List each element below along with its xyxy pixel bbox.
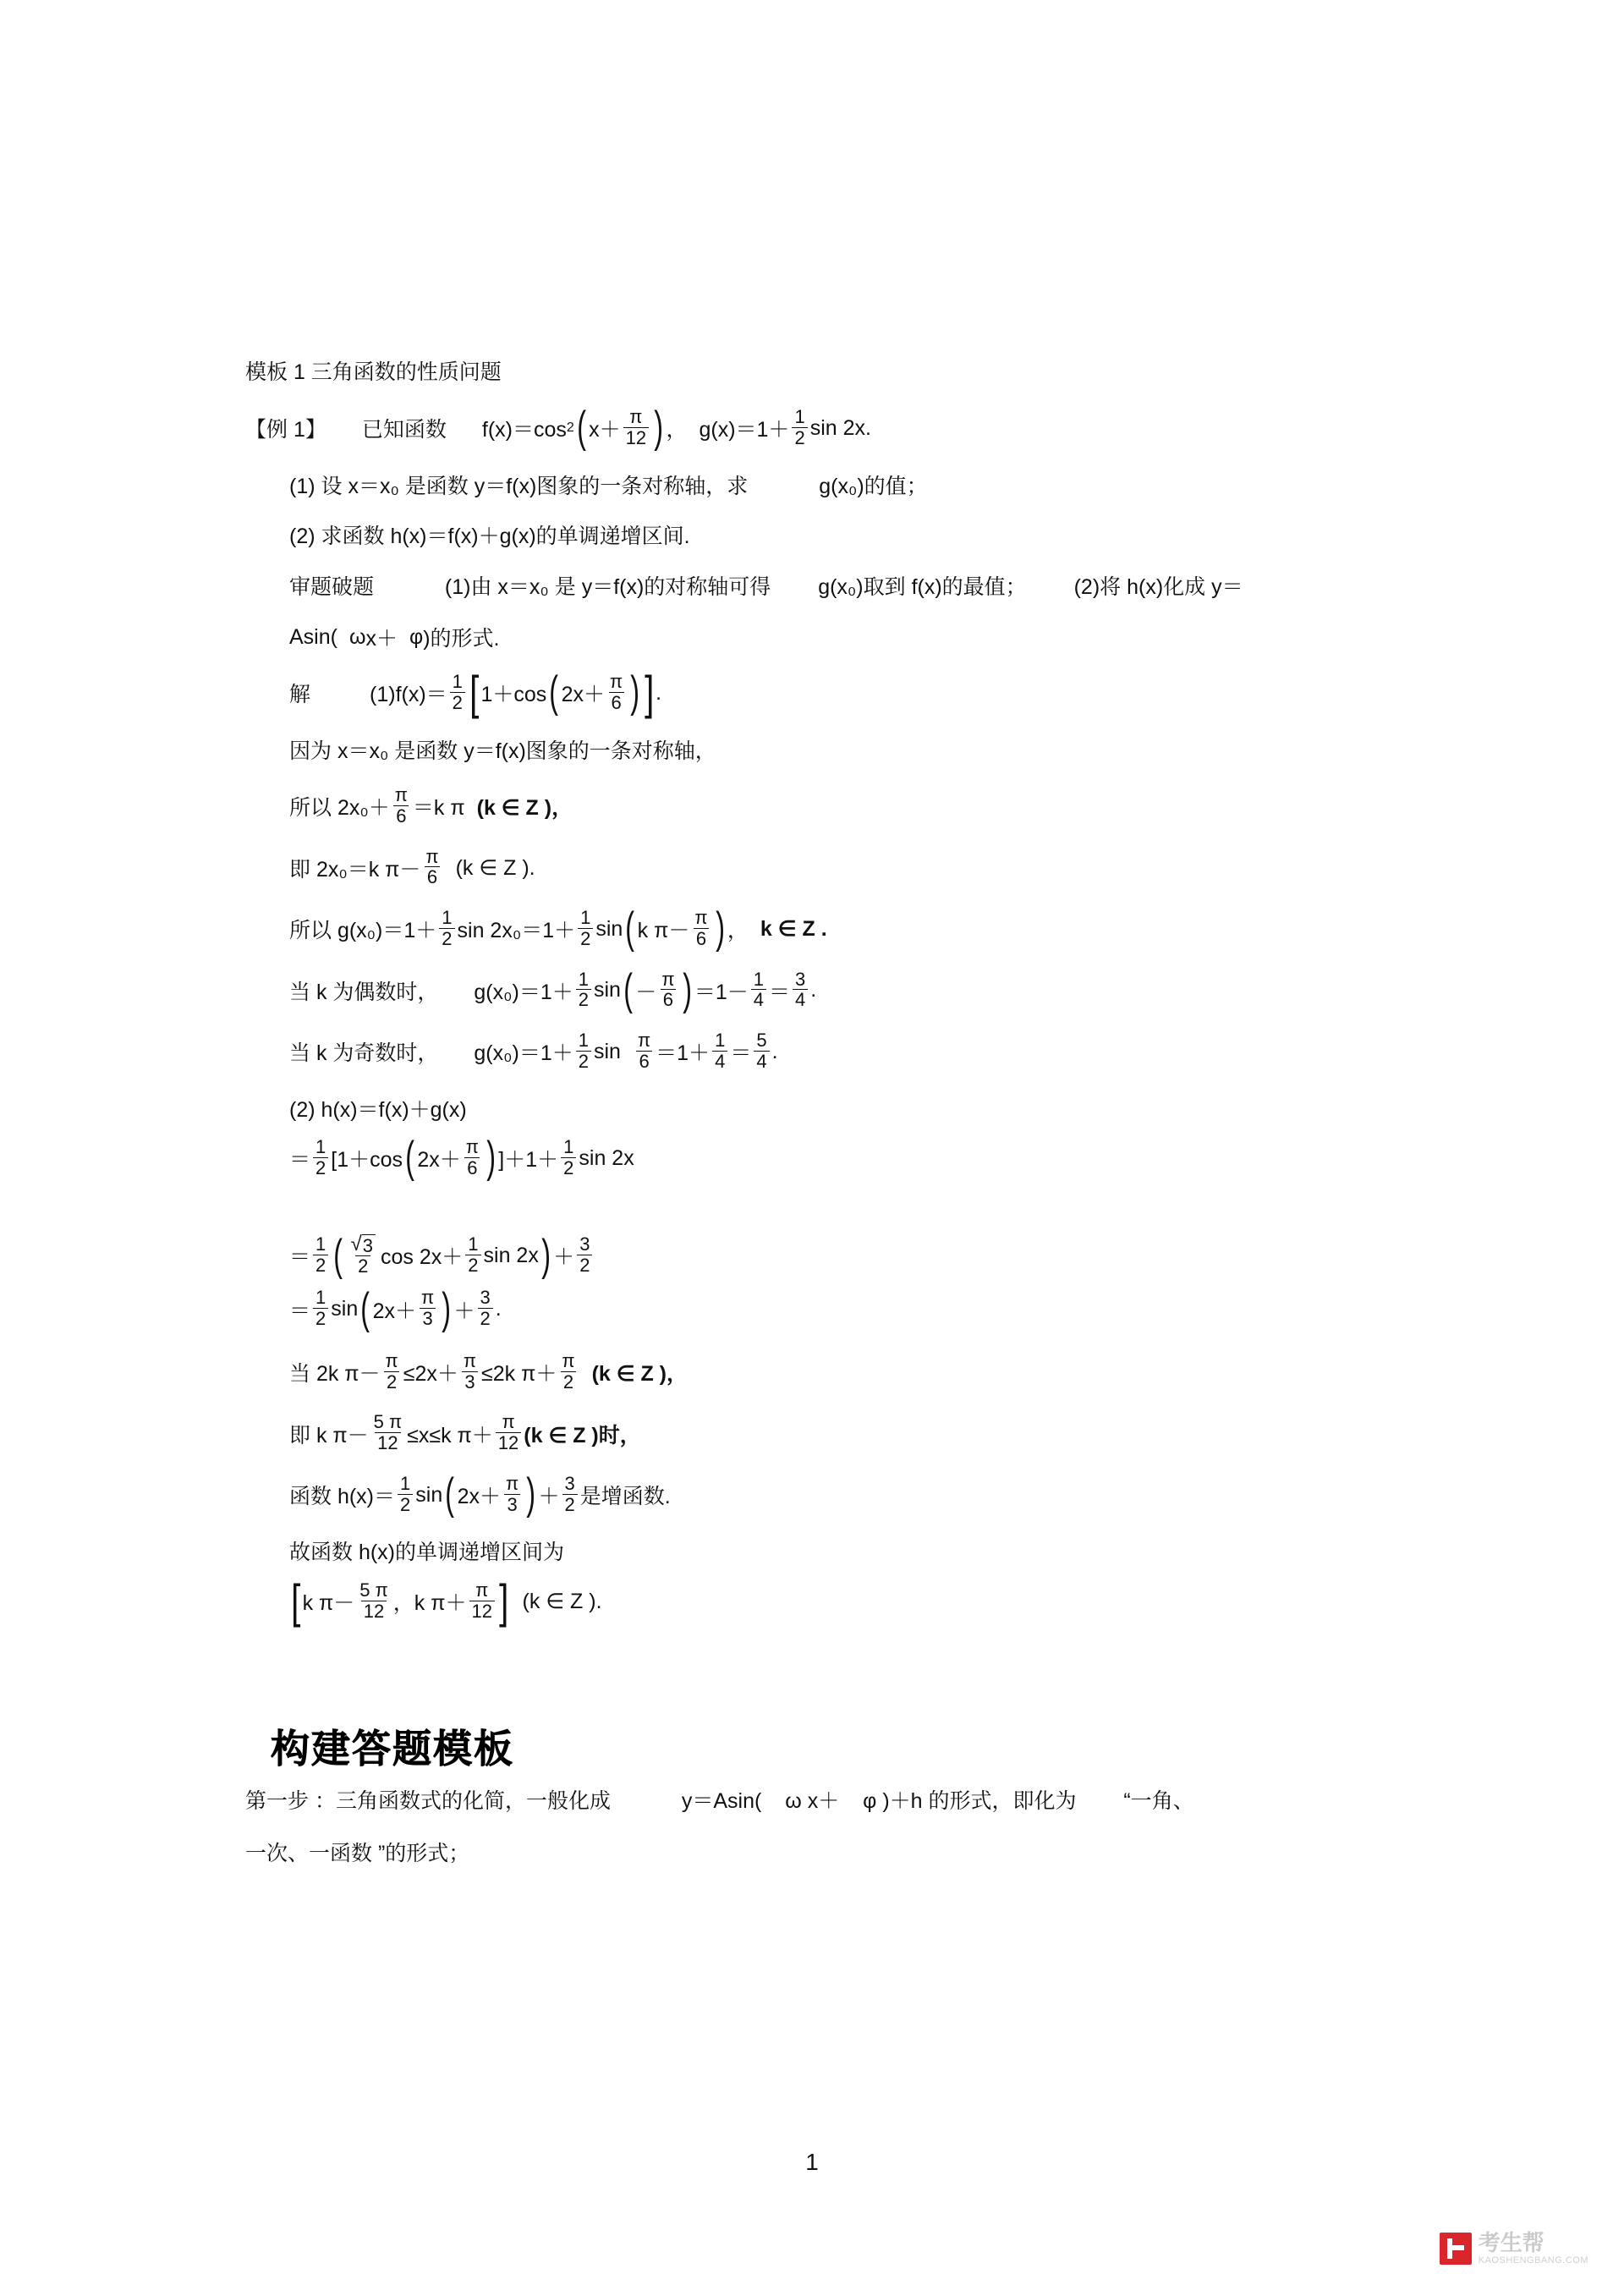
solution-line-6: 当 k 为偶数时， g(x₀)＝1＋ $\frac{1}{2}$ sin ( － $\frac{\pi}{6}$ ) ＝1－ $\frac{1}{4}$ ＝ $\frac{3}{4}$ . [289, 964, 817, 1014]
fraction-one-half: $\frac{1}{2}$ [792, 407, 807, 448]
paren-close: ) [630, 667, 640, 717]
watermark [1440, 2231, 1588, 2266]
paren-open: ( [360, 1283, 370, 1333]
solution-line-10: ＝ $\frac{1}{2}$ ( √ 3 2 cos 2x＋ $\frac{1}{2}$ sin 2x ) ＋ $\frac{3}{2}$ [245, 1235, 1396, 1277]
fraction-three-halves: $\frac{3}{2}$ [577, 1234, 592, 1276]
example-f-arg: x＋ [589, 418, 621, 442]
paren-group: ( k π－ $\frac{\pi}{6}$ ) [625, 904, 725, 953]
fraction-three-quarters: $\frac{3}{4}$ [793, 969, 808, 1011]
solution-line-3: 所以 2x₀＋ $\frac{\pi}{6}$ ＝k π (k ∈ Z )， [289, 784, 573, 827]
fraction-one-half: $\frac{1}{2}$ [561, 1137, 576, 1178]
watermark-subtext: KAOSHENGBANG.COM [1478, 2255, 1588, 2266]
fraction-pi-6: $\frac{\pi}{6}$ [694, 907, 708, 949]
fraction-pi-2: $\frac{\pi}{2}$ [562, 1349, 575, 1392]
fraction-pi-6: $\frac{\pi}{6}$ [661, 968, 675, 1011]
fraction-5pi-12: $\frac{5 \pi}{12}$ [359, 1579, 388, 1622]
fraction-sqrt3-over-2: √ 3 2 [348, 1234, 378, 1277]
bracket-close: ] [644, 665, 654, 719]
example-f-exponent: 2 [566, 420, 574, 436]
template-title: 模板 1 三角函数的性质问题 [245, 360, 502, 384]
paren-open: ( [625, 904, 635, 953]
fraction-one-half: $\frac{1}{2}$ [439, 908, 454, 949]
solution-line-7: 当 k 为奇数时， g(x₀)＝1＋ $\frac{1}{2}$ sin $\frac{\pi}{6}$ ＝1＋ $\frac{1}{4}$ ＝ $\frac{5}{4}$ . [289, 1030, 778, 1072]
solution-line-13: 即 k π－ $\frac{5 \pi}{12}$ ≤x≤k π＋ $\frac{\pi}{12}$ (k ∈ Z )时， [289, 1411, 641, 1454]
fraction-one-half: $\frac{1}{2}$ [576, 1030, 591, 1072]
fraction-one-half: $\frac{1}{2}$ [313, 1288, 328, 1329]
paren-close: ) [486, 1133, 496, 1183]
trailing-dot: . [656, 680, 662, 705]
sqrt-3: √ 3 [351, 1234, 376, 1255]
solution-line-4: 即 2x₀＝k π－ $\frac{\pi}{6}$ (k ∈ Z ). [289, 845, 535, 888]
fraction-three-halves: $\frac{3}{2}$ [562, 1474, 578, 1515]
paren-open: ( [405, 1133, 415, 1183]
fraction-one-quarter: $\frac{1}{4}$ [712, 1030, 727, 1072]
paren-group: ( － $\frac{\pi}{6}$ ) [623, 964, 692, 1014]
example-stem [245, 403, 1396, 453]
paren-group: ( 2x＋ $\frac{\pi}{3}$ ) [445, 1469, 536, 1519]
fraction-one-half: $\frac{1}{2}$ [313, 1137, 328, 1178]
step-1-line-1: 第一步 ：三角函数式的化简，一般化成 y＝Asin( ω x＋ φ )＋h 的形式，即化为 “一角、 [245, 1789, 1194, 1814]
example-g-tail: sin 2x. [809, 415, 871, 440]
paren-close: ) [654, 403, 664, 453]
fraction-pi-6: $\frac{\pi}{6}$ [465, 1136, 479, 1178]
fraction-pi-12: $\frac{\pi}{12}$ [469, 1580, 495, 1622]
example-f: f(x)＝cos [481, 418, 567, 442]
fraction-one-half: $\frac{1}{2}$ [578, 908, 593, 949]
fraction-pi-6: $\frac{\pi}{6}$ [425, 845, 439, 888]
paren-open: ( [445, 1469, 455, 1519]
fraction-pi-12: $\frac{\pi}{12}$ [623, 407, 649, 448]
fraction-one-half: $\frac{1}{2}$ [576, 969, 591, 1011]
fraction-one-half: $\frac{1}{2}$ [398, 1474, 413, 1515]
fraction-one-half: $\frac{1}{2}$ [313, 1234, 328, 1276]
paren-close: ) [526, 1469, 536, 1519]
example-label: 【例 1】 [245, 418, 326, 442]
fraction-one-half: $\frac{1}{2}$ [450, 672, 465, 713]
analysis-line-1: 审题破题 (1)由 x＝x₀ 是 y＝f(x)的对称轴可得 g(x₀)取到 f(x)的最值； (2)将 h(x)化成 y＝ [289, 574, 1243, 599]
fraction-pi-3: $\frac{\pi}{3}$ [420, 1287, 435, 1330]
solution-line-14: 函数 h(x)＝ $\frac{1}{2}$ sin ( 2x＋ $\frac{\pi}{3}$ ) ＋ $\frac{3}{2}$ 是增函数. [289, 1469, 671, 1519]
bracket-open: [ [291, 1574, 301, 1628]
solution-line-5: 所以 g(x₀)＝1＋ $\frac{1}{2}$ sin 2x₀＝1＋ $\frac{1}{2}$ sin ( k π－ $\frac{\pi}{6}$ ) ， k ∈ Z . [289, 904, 827, 953]
bracket-open: [ [469, 665, 480, 719]
fraction-one-half: $\frac{1}{2}$ [465, 1234, 480, 1276]
paren-group: ( 2x＋ $\frac{\pi}{3}$ ) [360, 1283, 452, 1333]
step-1-line-2: 一次、一函数 ”的形式； [245, 1841, 470, 1865]
fraction-pi-3: $\frac{\pi}{3}$ [505, 1472, 519, 1515]
example-f-paren [574, 403, 667, 453]
paren-group: ( √ 3 2 cos 2x＋ $\frac{1}{2}$ sin 2x ) [333, 1230, 551, 1280]
paren-open: ( [333, 1230, 343, 1280]
paren-close: ) [541, 1230, 551, 1280]
fraction-pi-6: $\frac{\pi}{6}$ [610, 671, 623, 713]
solution-line-2: 因为 x＝x₀ 是函数 y＝f(x)图象的一条对称轴， [289, 739, 716, 763]
solution-line-8: (2) h(x)＝f(x)＋g(x) [289, 1097, 467, 1122]
paren-close: ) [442, 1283, 452, 1333]
inner-paren-group: ( 2x＋ $\frac{\pi}{6}$ ) [549, 667, 640, 717]
fraction-pi-6: $\frac{\pi}{6}$ [637, 1030, 651, 1072]
solution-line-11: ＝ $\frac{1}{2}$ sin ( 2x＋ $\frac{\pi}{3}$ ) ＋ $\frac{3}{2}$ . [289, 1283, 502, 1333]
example-stem-pre: 已知函数 [361, 418, 447, 442]
example-g: g(x)＝1＋ [699, 418, 790, 442]
solution-line-16: [ k π－ $\frac{5 \pi}{12}$ ，k π＋ $\frac{\pi}{12}$ ] (k ∈ Z ). [245, 1581, 1396, 1623]
fraction-pi-12: $\frac{\pi}{12}$ [496, 1412, 521, 1453]
fraction-pi-2: $\frac{\pi}{2}$ [385, 1349, 398, 1392]
brand-logo-icon [1440, 2233, 1472, 2265]
bracket-close: ] [499, 1574, 509, 1628]
analysis-line-2: Asin( ω x＋ φ )的形式. [289, 624, 500, 651]
solution-line-15: 故函数 h(x)的单调递增区间为 [289, 1541, 565, 1565]
solution-label: 解 [289, 683, 311, 707]
solution-line-9: ＝ $\frac{1}{2}$ [1＋cos ( 2x＋ $\frac{\pi}{6}$ ) ]＋1＋ $\frac{1}{2}$ sin 2x [289, 1133, 634, 1183]
fraction-pi-3: $\frac{\pi}{3}$ [463, 1349, 477, 1392]
question-1: (1) 设 x＝x₀ 是函数 y＝f(x)图象的一条对称轴，求 g(x₀)的值； [289, 474, 928, 498]
paren-close: ) [682, 964, 692, 1014]
page-number: 1 [805, 2149, 819, 2175]
paren-close: ) [715, 904, 725, 953]
paren-group: ( 2x＋ $\frac{\pi}{6}$ ) [405, 1133, 496, 1183]
solution-line-1: 解 (1)f(x)＝ $\frac{1}{2}$ [ 1＋cos ( 2x＋ $\frac{\pi}{6}$ ) ] . [289, 665, 662, 719]
fraction-one-quarter: $\frac{1}{4}$ [751, 969, 766, 1011]
watermark-brand: 考生帮 [1478, 2230, 1544, 2256]
fraction-three-halves: $\frac{3}{2}$ [478, 1288, 493, 1329]
paren-open: ( [549, 667, 559, 717]
solution-line-12: 当 2k π－ $\frac{\pi}{2}$ ≤2x＋ $\frac{\pi}{3}$ ≤2k π＋ $\frac{\pi}{2}$ (k ∈ Z )， [289, 1349, 689, 1392]
comma: ， [727, 919, 749, 943]
paren-open: ( [623, 964, 634, 1014]
interval-bracket-group: [ k π－ $\frac{5 \pi}{12}$ ，k π＋ $\frac{\pi}{12}$ ] [291, 1574, 509, 1628]
fraction-5pi-12: $\frac{5 \pi}{12}$ [373, 1411, 403, 1454]
section-heading: 构建答题模板 [271, 1727, 514, 1771]
watermark-text [1479, 2231, 1588, 2266]
fraction-five-quarters: $\frac{5}{4}$ [754, 1030, 769, 1072]
fraction-pi-6: $\frac{\pi}{6}$ [394, 784, 408, 827]
document-body [245, 355, 1396, 1888]
comma-sep: ， [666, 418, 688, 442]
paren-open: ( [577, 403, 586, 453]
analysis-label: 审题破题 [289, 574, 375, 599]
square-bracket-group: [ 1＋cos ( 2x＋ $\frac{\pi}{6}$ ) ] [469, 665, 654, 719]
question-2: (2) 求函数 h(x)＝f(x)＋g(x)的单调递增区间. [289, 525, 690, 548]
